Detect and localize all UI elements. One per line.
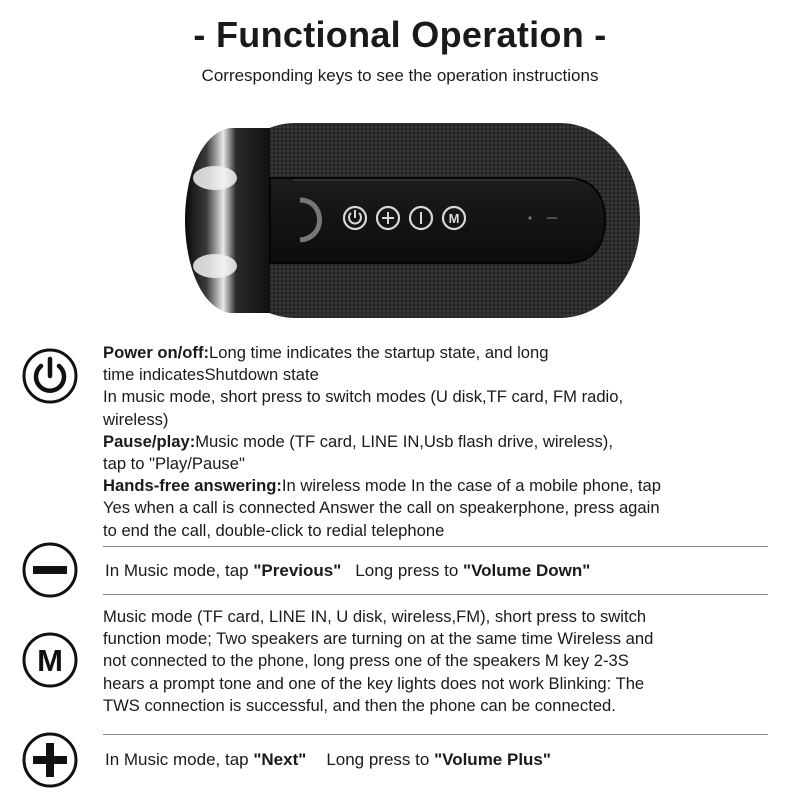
minus-prefix: In Music mode, tap <box>105 561 254 580</box>
divider <box>103 734 768 735</box>
m-line: TWS connection is successful, and then the phone can be connected. <box>103 695 616 715</box>
next-label: "Next" <box>253 750 307 769</box>
power-text-2: time indicatesShutdown state <box>103 365 319 385</box>
minus-long-prefix: Long press to <box>355 561 464 580</box>
hands-text-3: to end the call, double-click to redial telephone <box>103 520 445 540</box>
m-line: not connected to the phone, long press one of the speakers M key 2-3S <box>103 651 629 671</box>
pause-title: Pause/play: <box>103 431 196 451</box>
m-icon <box>22 632 78 688</box>
previous-label: "Previous" <box>253 561 342 580</box>
power-icon <box>22 348 78 404</box>
power-text-1: Long time indicates the startup state, and long <box>209 343 549 362</box>
mode-text-1: In music mode, short press to switch modes (U disk,TF card, FM radio, <box>103 387 624 407</box>
power-title: Power on/off: <box>103 343 210 362</box>
m-section <box>103 606 653 717</box>
m-line: hears a prompt tone and one of the key lights does not work Blinking: The <box>103 673 645 693</box>
divider <box>103 546 768 547</box>
plus-icon <box>22 732 78 788</box>
minus-section <box>105 561 590 581</box>
svg-text:M: M <box>448 211 460 226</box>
plus-long-prefix: Long press to <box>326 750 435 769</box>
speaker-image <box>175 118 645 323</box>
plus-section <box>105 750 551 770</box>
divider <box>103 594 768 595</box>
page-subtitle: Corresponding keys to see the operation instructions <box>201 66 599 85</box>
m-line: Music mode (TF card, LINE IN, U disk, wireless,FM), short press to switch <box>103 607 647 626</box>
volume-plus-label: "Volume Plus" <box>434 750 551 769</box>
page-title: - Functional Operation - <box>193 14 607 55</box>
volume-down-label: "Volume Down" <box>463 561 591 580</box>
hands-text-2: Yes when a call is connected Answer the call on speakerphone, press again <box>103 498 660 518</box>
pause-text-2: tap to "Play/Pause" <box>103 454 245 474</box>
m-line: function mode; Two speakers are turning on at the same time Wireless and <box>103 629 654 649</box>
pause-text-1: Music mode (TF card, LINE IN,Usb flash drive, wireless), <box>195 431 613 451</box>
hands-text-1: In wireless mode In the case of a mobile phone, tap <box>281 476 662 496</box>
mode-text-2: wireless) <box>103 409 169 429</box>
svg-text:M: M <box>37 643 63 678</box>
minus-icon <box>22 542 78 598</box>
power-section <box>103 342 661 542</box>
hands-title: Hands-free answering: <box>103 476 282 496</box>
plus-prefix: In Music mode, tap <box>105 750 254 769</box>
